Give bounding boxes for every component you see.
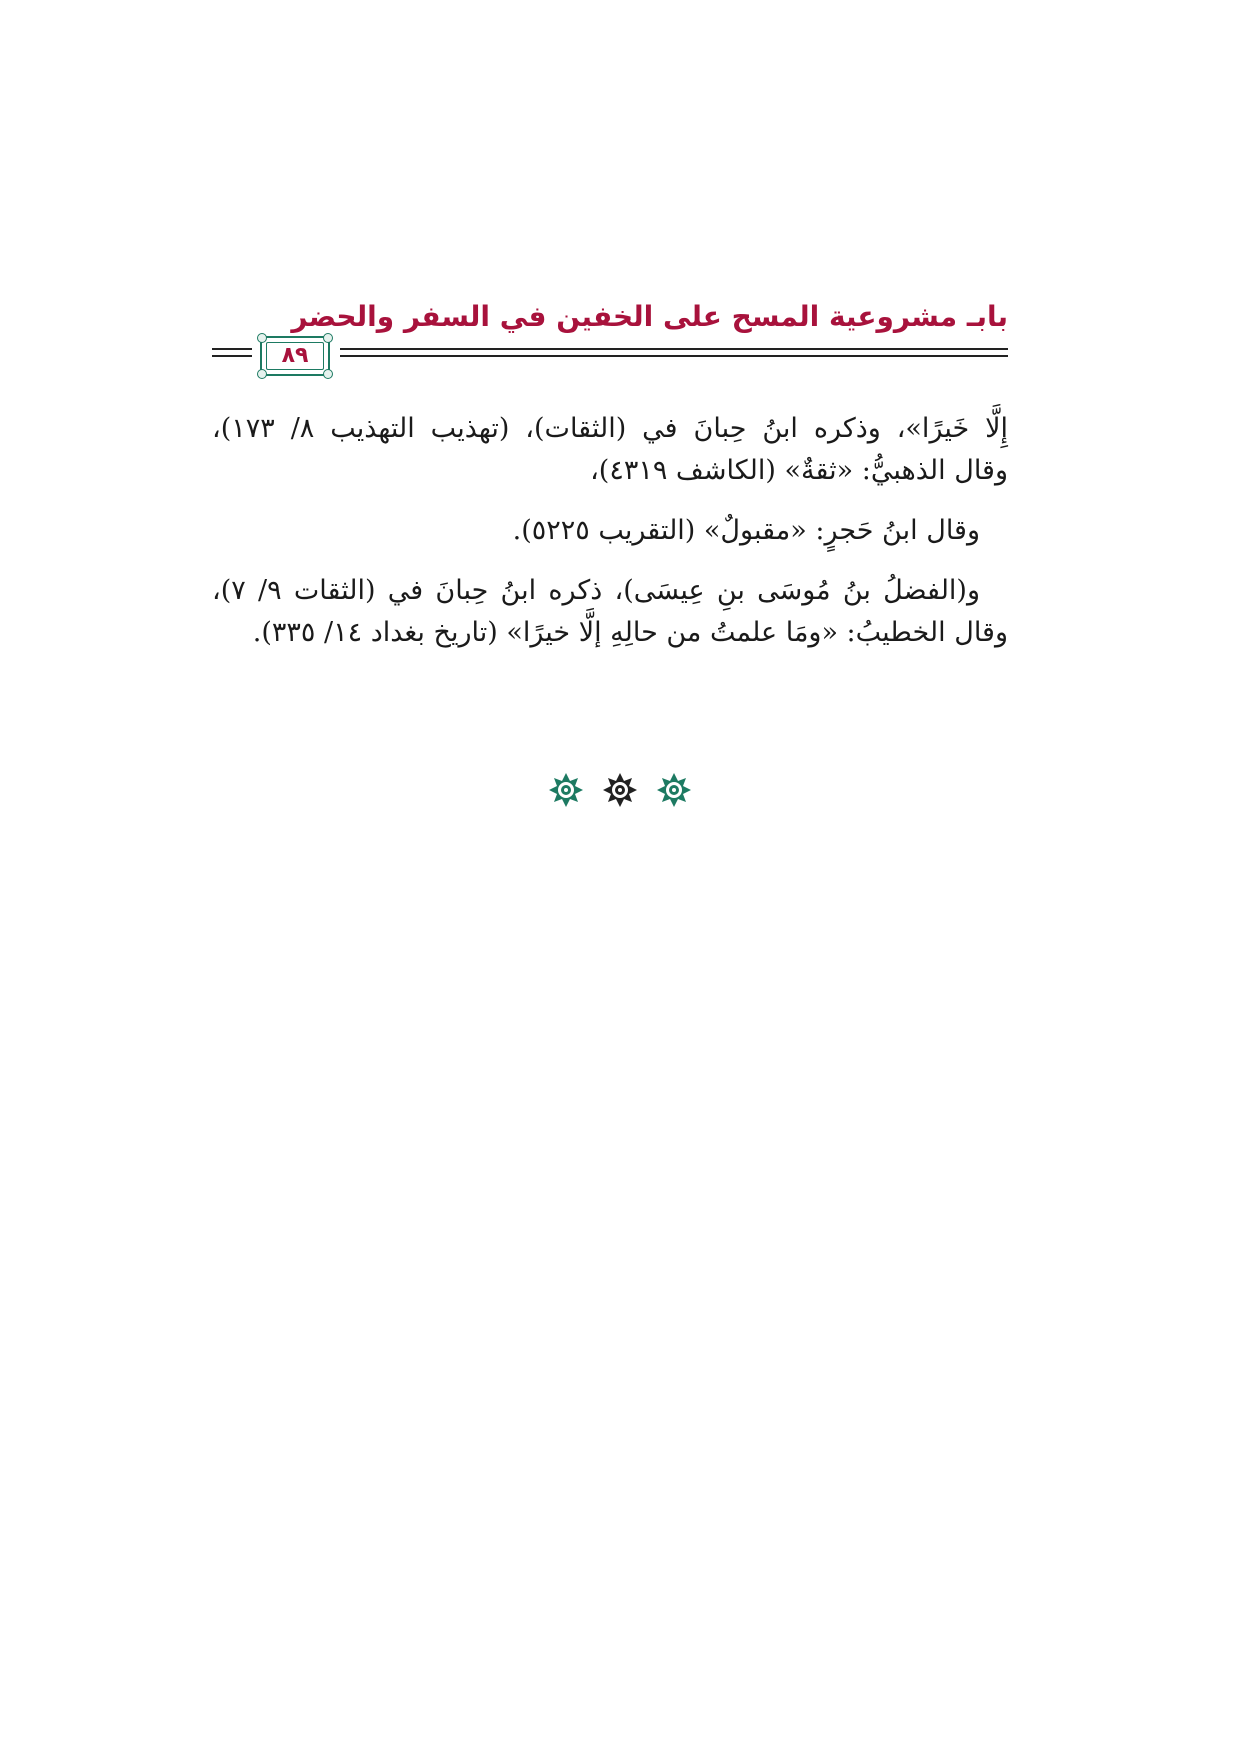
rosette-green-icon <box>549 773 583 807</box>
paragraph <box>212 408 1008 492</box>
badge-corner-ornament-icon <box>257 333 267 343</box>
badge-corner-ornament-icon <box>257 369 267 379</box>
header-rule-left-top <box>212 348 252 350</box>
page-header <box>212 300 1008 390</box>
text-line: وقال ابنُ حَجرٍ: «مقبولٌ» (التقريب ٥٢٢٥). <box>512 515 980 546</box>
text-line: و(الفضلُ بنُ مُوسَى بنِ عِيسَى)، ذكره ابنُ حِبانَ في (الثقات ٩/ ٧)، <box>212 575 980 606</box>
page-number: ٨٩ <box>281 343 309 368</box>
section-end-ornament <box>540 770 700 810</box>
chapter-title: بابـ مشروعية المسح على الخفين في السفر والحضر <box>291 300 1008 333</box>
main-text <box>212 408 1008 654</box>
paragraph <box>212 570 1008 654</box>
rosette-green-icon <box>657 773 691 807</box>
header-rule-right-top <box>340 348 1008 350</box>
text-line: وقال الذهبيُّ: «ثقةٌ» (الكاشف ٤٣١٩)، <box>590 455 1008 486</box>
header-rule-left-bottom <box>212 355 252 357</box>
rosette-black-icon <box>603 773 637 807</box>
header-rule-right-bottom <box>340 355 1008 357</box>
page-number-badge <box>260 336 330 376</box>
paragraph <box>212 510 1008 552</box>
badge-corner-ornament-icon <box>323 333 333 343</box>
text-line: وقال الخطيبُ: «ومَا علمتُ من حالِهِ إلَّا خيرًا» (تاريخ بغداد ١٤/ ٣٣٥). <box>252 617 1008 648</box>
badge-corner-ornament-icon <box>323 369 333 379</box>
text-line: إِلَّا خَيرًا»، وذكره ابنُ حِبانَ في (الثقات)، (تهذيب التهذيب ٨/ ١٧٣)، <box>212 413 1008 444</box>
